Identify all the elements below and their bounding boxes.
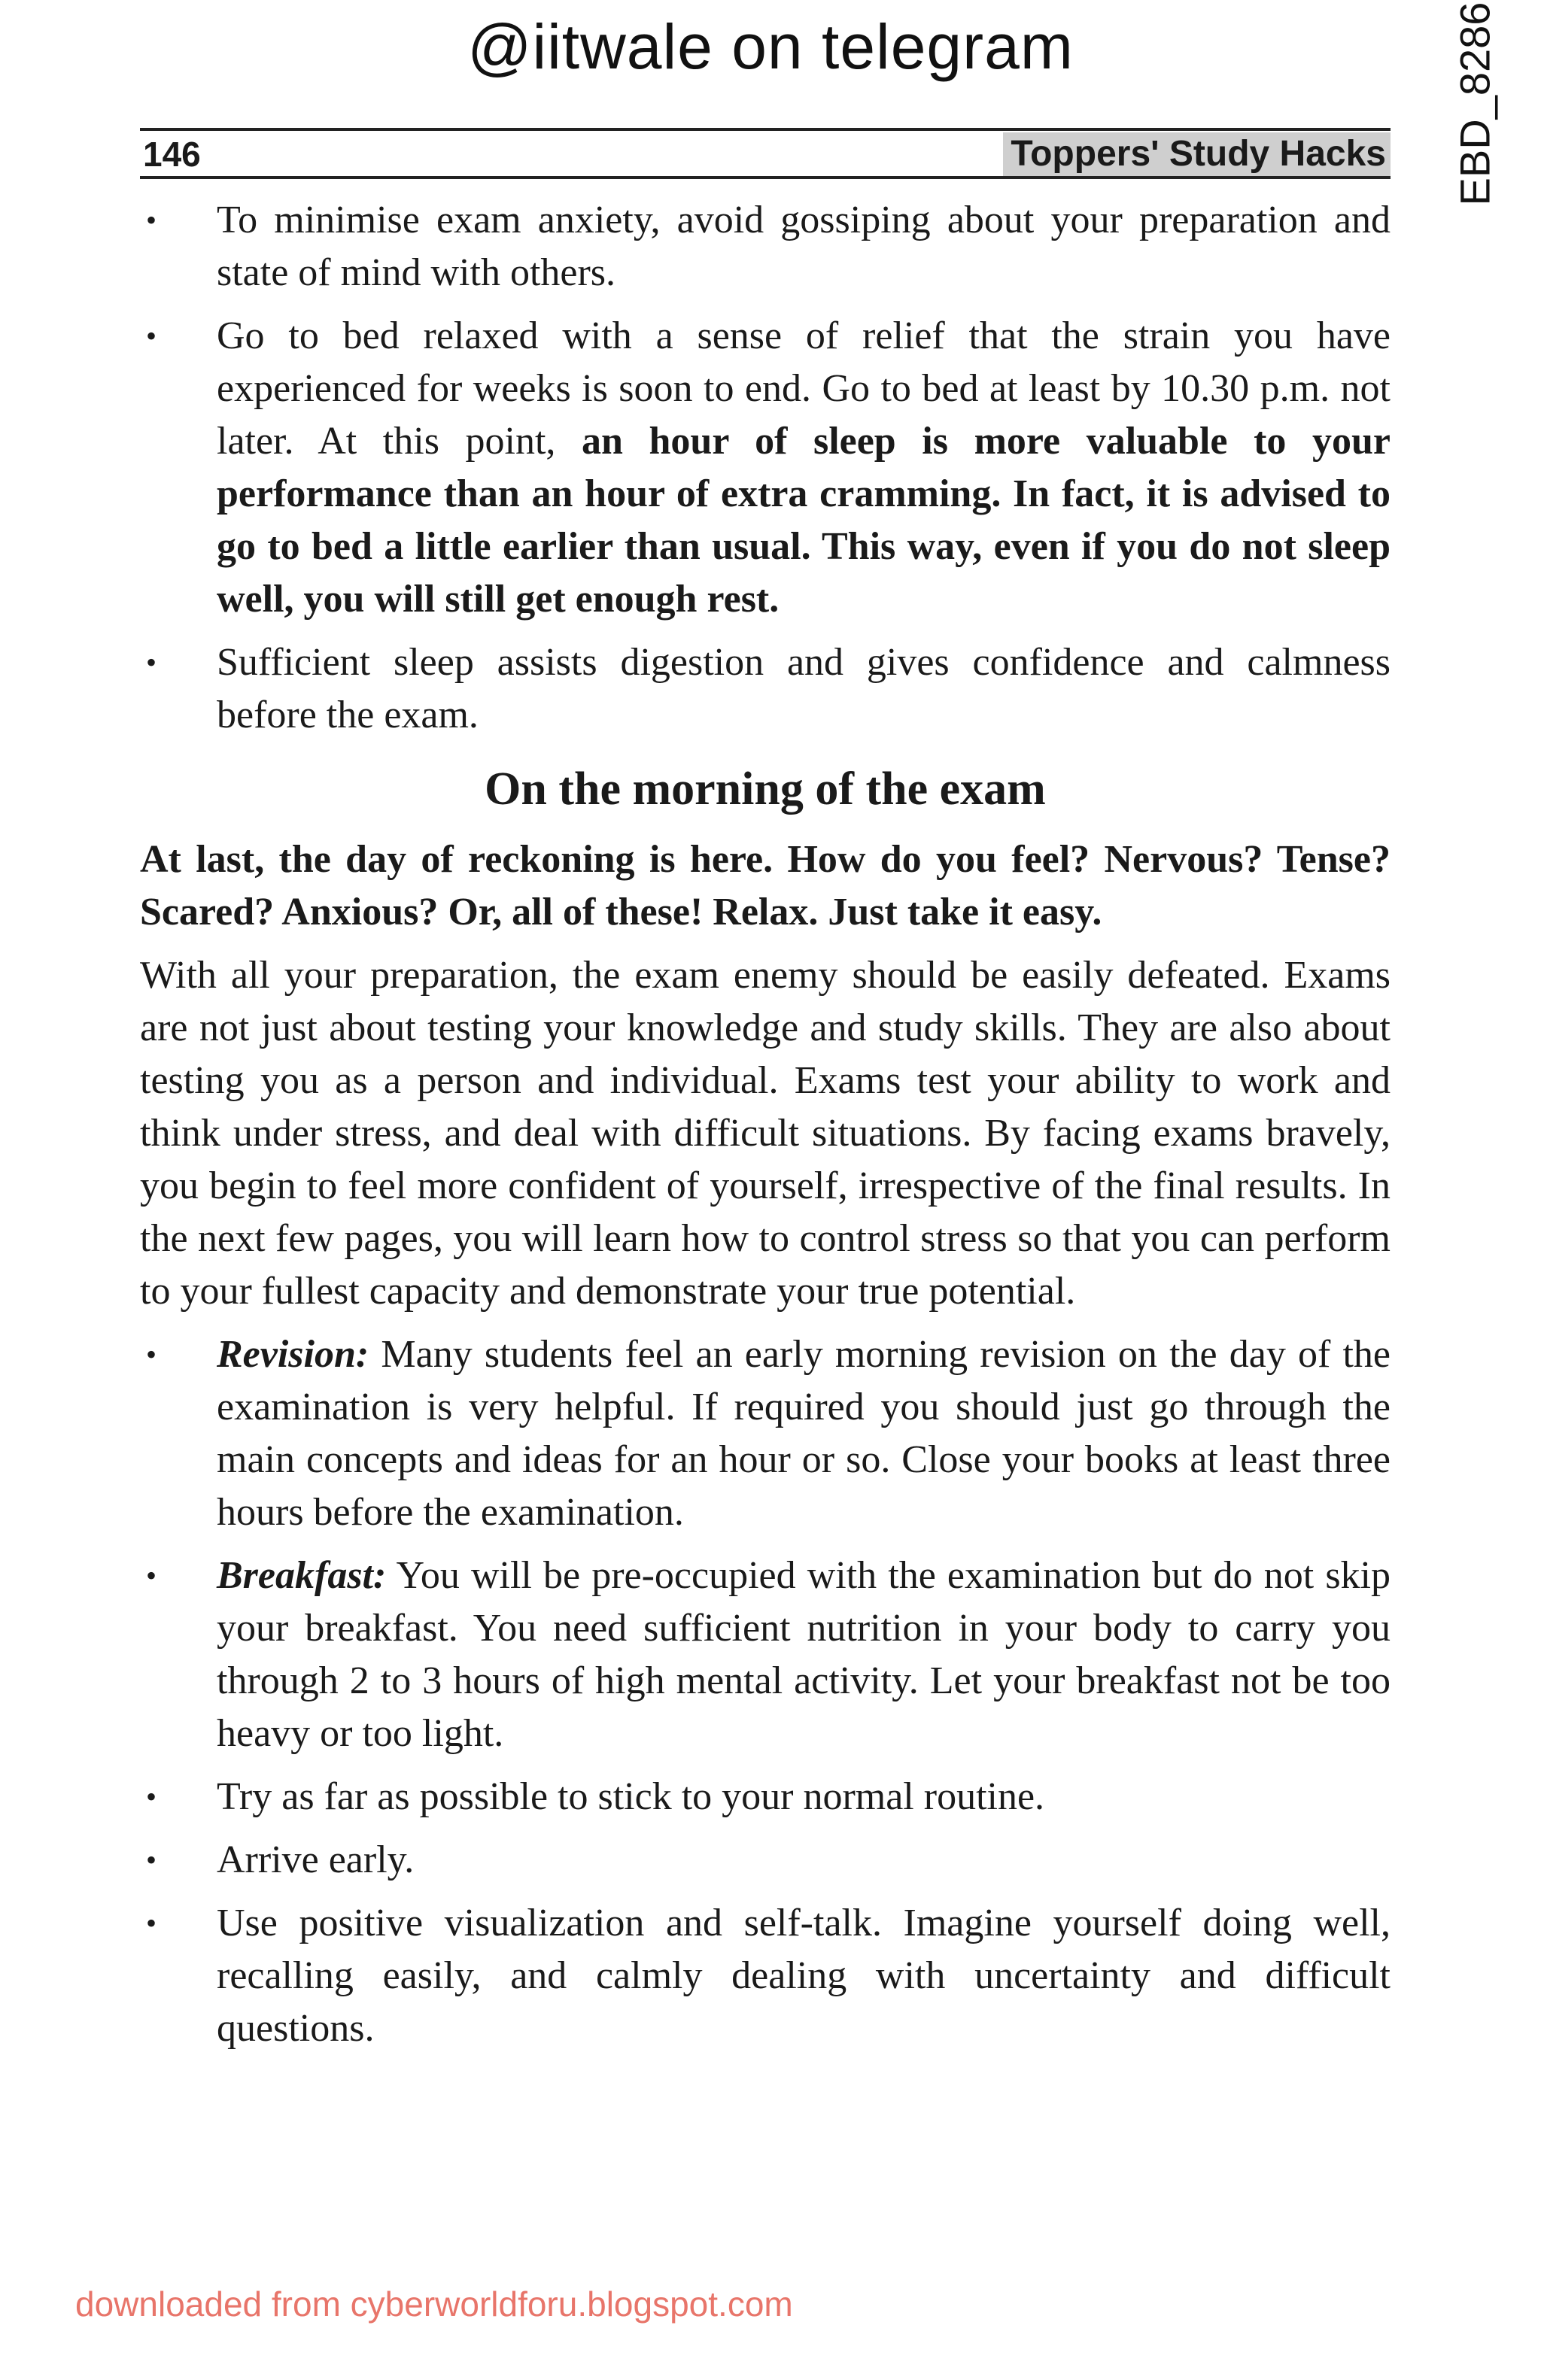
list-item	[140, 310, 1391, 626]
footer-source-link[interactable]: downloaded from cyberworldforu.blogspot.com	[75, 2284, 793, 2324]
page-number: 146	[143, 135, 201, 174]
side-code	[1437, 2, 1512, 206]
list-item-text: Use positive visualization and self-talk. Imagine yourself doing well, recalling easily, and calmly dealing with uncertainty and difficult questions.	[217, 1902, 1391, 2050]
running-header	[140, 128, 1391, 179]
bullet-list-bottom	[140, 1328, 1391, 2055]
list-item-bold-text: an hour of sleep is more valuable to your performance than an hour of extra cramming. In fact, it is advised to go to bed a little earlier than usual. This way, even if you do not sleep well, you will still get enough rest.	[217, 420, 1391, 621]
list-item-text: Try as far as possible to stick to your normal routine.	[217, 1775, 1045, 1818]
body-paragraph: With all your preparation, the exam enemy should be easily defeated. Exams are not just about testing your knowledge and study skills. They are also about testing you as a person and individual. Exams test your ability to work and think under stress, and deal with difficult situations. By facing exams bravely, you begin to feel more confident of yourself, irrespective of the final results. In the next few pages, you will learn how to control stress so that you can perform to your fullest capacity and demonstrate your true potential.	[140, 954, 1391, 1313]
list-item-text: To minimise exam anxiety, avoid gossiping about your preparation and state of mind with others.	[217, 199, 1391, 294]
list-item	[140, 636, 1391, 742]
list-item-text: Many students feel an early morning revision on the day of the examination is very helpful. If required you should just go through the main concepts and ideas for an hour or so. Close your books at least three hours before the examination.	[217, 1333, 1391, 1534]
page-content	[140, 194, 1391, 2066]
list-item-text: You will be pre-occupied with the examination but do not skip your breakfast. You need sufficient nutrition in your body to carry you through 2 to 3 hours of high mental activity. Let your breakfast not be too heavy or too light.	[217, 1554, 1391, 1755]
list-item-text: Arrive early.	[217, 1838, 415, 1881]
section-heading: On the morning of the exam	[485, 763, 1046, 815]
list-item-label: Breakfast:	[217, 1554, 387, 1597]
list-item	[140, 1328, 1391, 1539]
list-item	[140, 1550, 1391, 1760]
list-item	[140, 1897, 1391, 2055]
bullet-list-top	[140, 194, 1391, 742]
list-item-text: Go to bed relaxed with a sense of relief that the strain you have experienced for weeks is soon to end. Go to bed at least by 10.30 p.m. not later. At this point,	[217, 314, 1391, 463]
watermark-top: @iitwale on telegram	[467, 11, 1074, 82]
list-item-label: Revision:	[217, 1333, 369, 1376]
list-item	[140, 1771, 1391, 1823]
list-item-text: Sufficient sleep assists digestion and gives confidence and calmness before the exam.	[217, 641, 1391, 736]
side-code-text: EBD_8286	[1451, 2, 1499, 206]
list-item	[140, 194, 1391, 299]
intro-paragraph: At last, the day of reckoning is here. How do you feel? Nervous? Tense? Scared? Anxious? Or, all of these! Relax. Just take it easy.	[140, 838, 1391, 933]
list-item	[140, 1834, 1391, 1887]
book-title: Toppers' Study Hacks	[1003, 132, 1391, 176]
